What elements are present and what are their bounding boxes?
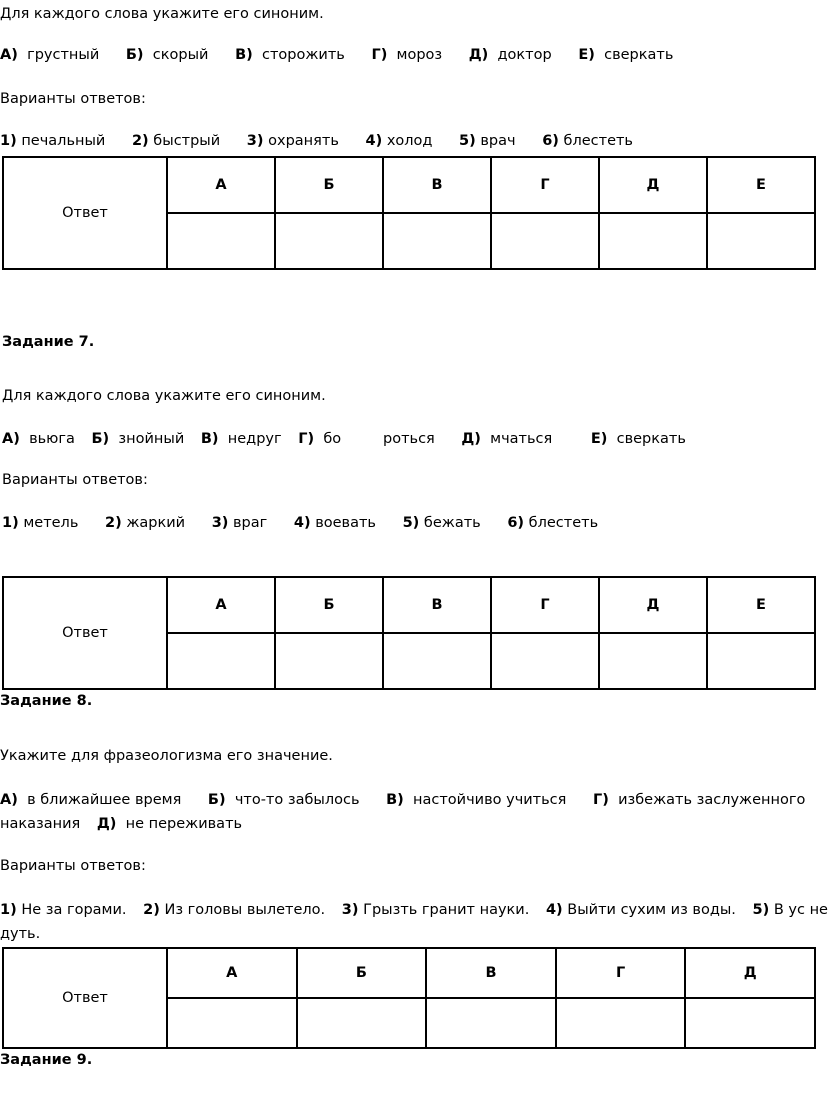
word-text: вьюга	[29, 431, 75, 447]
task8-meanings-line2	[0, 815, 242, 833]
meaning-text: избежать заслуженного	[618, 792, 806, 808]
task7-words-line-cont	[383, 430, 686, 448]
word-text: сторожить	[261, 47, 345, 63]
meaning-letter: Б)	[207, 792, 226, 808]
answer-cell[interactable]	[167, 633, 275, 689]
meaning-text: не переживать	[125, 816, 243, 832]
answer-cell[interactable]	[297, 998, 427, 1048]
variant-text: блестеть	[563, 133, 633, 149]
intro-words-line	[0, 46, 673, 64]
word-text: мчаться	[490, 431, 553, 447]
word-text: грустный	[27, 47, 100, 63]
meaning-letter: Д)	[96, 816, 117, 832]
word-text: бо	[323, 431, 342, 447]
answer-cell[interactable]	[685, 998, 815, 1048]
variant-num: 2)	[131, 133, 149, 149]
col-header: Д	[685, 948, 815, 998]
col-header: А	[167, 948, 297, 998]
word-letter: В)	[235, 47, 253, 63]
variant-num: 2)	[104, 515, 122, 531]
task7-instruction: Для каждого слова укажите его синоним.	[2, 388, 326, 404]
word-letter: А)	[2, 431, 20, 447]
variant-num: 2)	[143, 902, 160, 918]
variant-text: Из головы вылетело.	[164, 902, 326, 918]
answer-cell[interactable]	[599, 633, 707, 689]
word-letter: Д)	[468, 47, 489, 63]
col-header: Б	[297, 948, 427, 998]
word-text: недруг	[227, 431, 282, 447]
meaning-letter: А)	[0, 792, 18, 808]
word-letter: Е)	[578, 47, 595, 63]
col-header: Д	[599, 577, 707, 633]
variant-text: В ус не	[773, 902, 828, 918]
variant-text: враг	[233, 515, 268, 531]
word-text: мороз	[396, 47, 443, 63]
task8-answer-table	[2, 947, 816, 1049]
answer-cell[interactable]	[275, 633, 383, 689]
variant-num: 4)	[293, 515, 311, 531]
variant-text: метель	[23, 515, 79, 531]
task7-words-line	[2, 430, 341, 448]
word-letter: Б)	[91, 431, 110, 447]
variant-text: Выйти сухим из воды.	[567, 902, 736, 918]
col-header: В	[383, 577, 491, 633]
col-header: Е	[707, 577, 815, 633]
variant-num: 5)	[402, 515, 420, 531]
answer-cell[interactable]	[167, 998, 297, 1048]
answer-cell[interactable]	[491, 633, 599, 689]
variant-text: Не за горами.	[21, 902, 127, 918]
col-header: А	[167, 577, 275, 633]
col-header: Г	[556, 948, 686, 998]
meaning-text: что-то забылось	[234, 792, 360, 808]
col-header: Г	[491, 157, 599, 213]
task7-variants-line	[2, 514, 598, 532]
variant-num: 4)	[365, 133, 383, 149]
answer-cell[interactable]	[167, 213, 275, 269]
col-header: А	[167, 157, 275, 213]
answer-label: Ответ	[3, 948, 167, 1048]
col-header: Б	[275, 577, 383, 633]
variant-num: 3)	[211, 515, 229, 531]
variant-num: 5)	[459, 133, 476, 149]
task9-title: Задание 9.	[0, 1052, 93, 1068]
col-header: Д	[599, 157, 707, 213]
task8-title: Задание 8.	[0, 693, 93, 709]
word-letter: В)	[200, 431, 219, 447]
meaning-letter: В)	[386, 792, 404, 808]
answer-label: Ответ	[3, 577, 167, 689]
intro-variants-label: Варианты ответов:	[0, 91, 146, 107]
variant-text: охранять	[268, 133, 339, 149]
variant-text: быстрый	[153, 133, 221, 149]
variant-num: 1)	[2, 515, 19, 531]
variant-num: 5)	[752, 902, 770, 918]
answer-cell[interactable]	[383, 633, 491, 689]
variant-text: блестеть	[528, 515, 599, 531]
task8-instruction: Укажите для фразеологизма его значение.	[0, 748, 333, 764]
word-text: доктор	[497, 47, 552, 63]
task7-title: Задание 7.	[2, 334, 95, 350]
variant-num: 6)	[542, 133, 559, 149]
variant-text: жаркий	[126, 515, 186, 531]
answer-cell[interactable]	[707, 213, 815, 269]
variant-num: 6)	[507, 515, 525, 531]
variant-text: Грызть гранит науки.	[363, 902, 530, 918]
answer-cell[interactable]	[383, 213, 491, 269]
word-text: сверкать	[604, 47, 674, 63]
word-letter: Д)	[461, 431, 481, 447]
variant-num: 4)	[545, 902, 563, 918]
col-header: В	[426, 948, 556, 998]
variant-num: 1)	[0, 902, 17, 918]
variant-text: холод	[386, 133, 433, 149]
word-text: роться	[383, 431, 435, 447]
task7-answer-table	[2, 576, 816, 690]
answer-label: Ответ	[3, 157, 167, 269]
col-header: Б	[275, 157, 383, 213]
word-letter: А)	[0, 47, 18, 63]
answer-cell[interactable]	[426, 998, 556, 1048]
col-header: Г	[491, 577, 599, 633]
answer-cell[interactable]	[599, 213, 707, 269]
word-text: знойный	[118, 431, 185, 447]
intro-instruction: Для каждого слова укажите его синоним.	[0, 6, 324, 22]
word-letter: Г)	[298, 431, 315, 447]
task8-meanings-line1	[0, 791, 805, 809]
word-letter: Е)	[590, 431, 608, 447]
variant-text: врач	[480, 133, 516, 149]
variant-num: 1)	[0, 133, 17, 149]
task8-variants-label: Варианты ответов:	[0, 858, 146, 874]
variant-num: 3)	[341, 902, 359, 918]
answer-cell[interactable]	[275, 213, 383, 269]
meaning-text: наказания	[0, 816, 81, 832]
word-text: скорый	[152, 47, 209, 63]
answer-cell[interactable]	[707, 633, 815, 689]
task7-variants-label: Варианты ответов:	[2, 472, 148, 488]
variant-text: воевать	[315, 515, 376, 531]
meaning-text: настойчиво учиться	[413, 792, 567, 808]
word-letter: Б)	[125, 47, 144, 63]
intro-variants-line	[0, 132, 633, 150]
variant-text: бежать	[423, 515, 481, 531]
col-header: В	[383, 157, 491, 213]
variant-text: печальный	[21, 133, 106, 149]
variant-num: 3)	[246, 133, 264, 149]
intro-answer-table	[2, 156, 816, 270]
col-header: Е	[707, 157, 815, 213]
meaning-letter: Г)	[592, 792, 609, 808]
answer-cell[interactable]	[491, 213, 599, 269]
task8-variants-line1	[0, 901, 828, 919]
task8-variants-line2: дуть.	[0, 926, 41, 942]
answer-cell[interactable]	[556, 998, 686, 1048]
word-letter: Г)	[371, 47, 388, 63]
meaning-text: в ближайшее время	[27, 792, 182, 808]
word-text: сверкать	[616, 431, 686, 447]
